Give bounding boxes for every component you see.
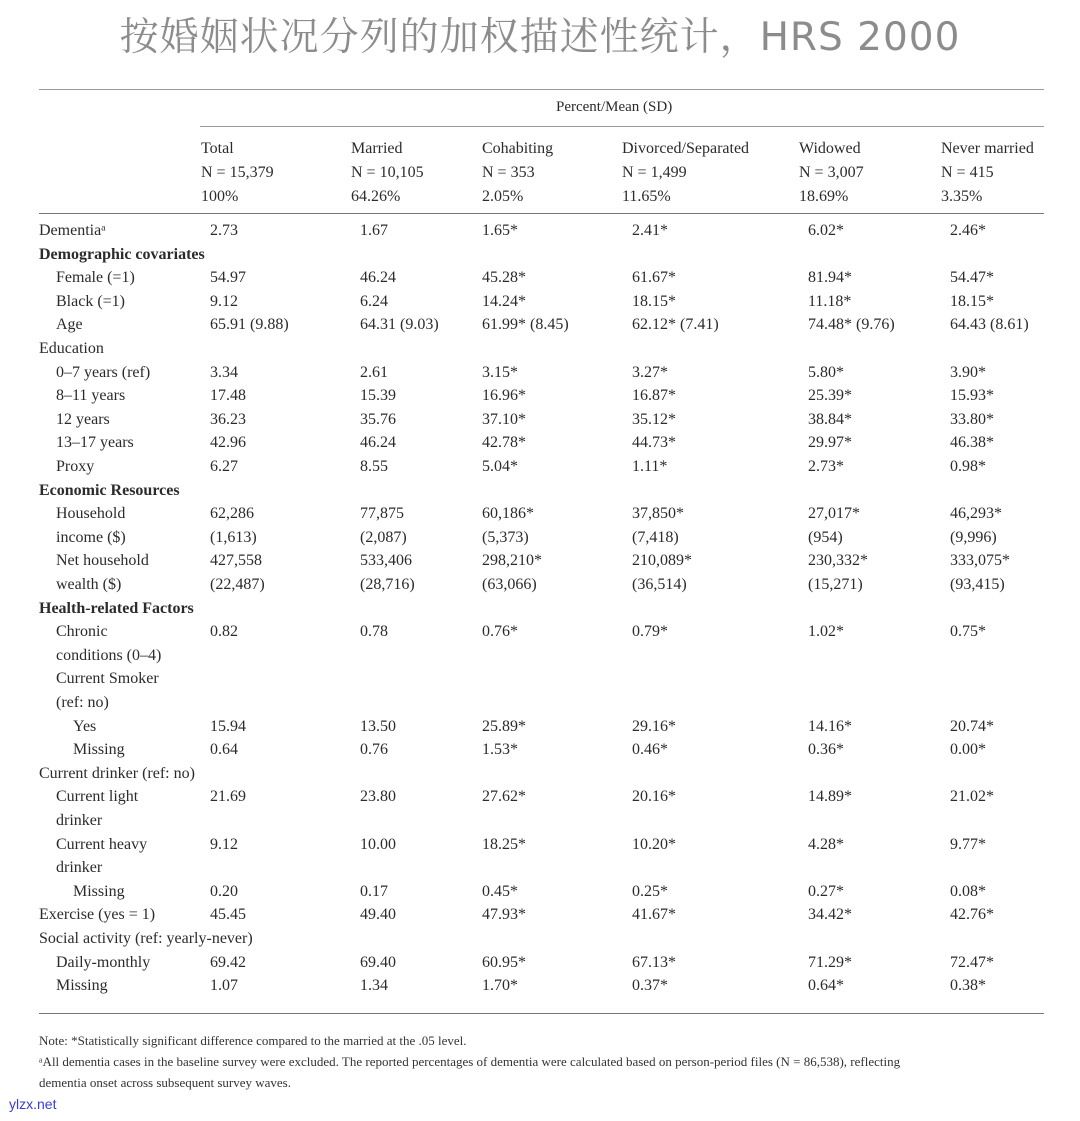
table-row bbox=[0, 906, 1010, 930]
table-cell: (5,373) bbox=[482, 529, 529, 546]
table-row bbox=[0, 741, 1010, 765]
row-label: Current heavy bbox=[56, 836, 148, 853]
table-row bbox=[0, 552, 1010, 576]
table-cell: 67.13* bbox=[632, 954, 676, 971]
table-cell: 21.69 bbox=[210, 788, 246, 805]
table-cell: 5.80* bbox=[808, 364, 844, 381]
column-header-name: Married bbox=[351, 140, 403, 157]
row-label: Proxy bbox=[56, 458, 95, 475]
table-note bbox=[39, 1030, 900, 1093]
table-cell: 69.40 bbox=[360, 954, 396, 971]
table-cell: 64.43 (8.61) bbox=[950, 316, 1029, 333]
table-row bbox=[0, 411, 1010, 435]
row-label: conditions (0–4) bbox=[56, 647, 162, 664]
table-cell: 2.61 bbox=[360, 364, 388, 381]
column-header bbox=[622, 137, 749, 209]
column-header-pct: 18.69% bbox=[799, 188, 849, 205]
table-row bbox=[0, 222, 1010, 246]
table-bottom-rule bbox=[39, 1013, 1044, 1014]
table-row bbox=[0, 340, 1010, 364]
row-label: 12 years bbox=[56, 411, 110, 428]
table-cell: 0.45* bbox=[482, 883, 518, 900]
table-cell: 60,186* bbox=[482, 505, 534, 522]
table-cell: 72.47* bbox=[950, 954, 994, 971]
spanner-rule bbox=[200, 126, 1044, 127]
table-cell: (63,066) bbox=[482, 576, 537, 593]
table-cell: 6.27 bbox=[210, 458, 238, 475]
row-label: Black (=1) bbox=[56, 293, 125, 310]
row-label: 13–17 years bbox=[56, 434, 134, 451]
table-cell: 81.94* bbox=[808, 269, 852, 286]
table-cell: 46.24 bbox=[360, 269, 396, 286]
spanner-header: Percent/Mean (SD) bbox=[556, 99, 673, 115]
table-cell: (2,087) bbox=[360, 529, 407, 546]
table-cell: 0.36* bbox=[808, 741, 844, 758]
table-cell: 65.91 (9.88) bbox=[210, 316, 289, 333]
table-cell: 37,850* bbox=[632, 505, 684, 522]
table-cell: 1.02* bbox=[808, 623, 844, 640]
row-label: Economic Resources bbox=[39, 482, 180, 499]
column-header-n: N = 15,379 bbox=[201, 164, 274, 181]
table-cell: 0.98* bbox=[950, 458, 986, 475]
table-row bbox=[0, 623, 1010, 647]
column-header bbox=[351, 137, 424, 209]
table-cell: 3.90* bbox=[950, 364, 986, 381]
table-row bbox=[0, 600, 1010, 624]
row-label: Current Smoker bbox=[56, 670, 159, 687]
table-cell: 20.74* bbox=[950, 718, 994, 735]
table-cell: (954) bbox=[808, 529, 843, 546]
table-cell: 18.15* bbox=[632, 293, 676, 310]
table-cell: 74.48* (9.76) bbox=[808, 316, 895, 333]
column-header-name: Total bbox=[201, 140, 234, 157]
table-cell: 2.46* bbox=[950, 222, 986, 239]
row-label: Social activity (ref: yearly-never) bbox=[39, 930, 253, 947]
table-row bbox=[0, 954, 1010, 978]
column-header-n: N = 1,499 bbox=[622, 164, 687, 181]
table-cell: 1.07 bbox=[210, 977, 238, 994]
table-cell: 4.28* bbox=[808, 836, 844, 853]
table-cell: 21.02* bbox=[950, 788, 994, 805]
table-row bbox=[0, 765, 1010, 789]
table-row bbox=[0, 812, 1010, 836]
table-cell: 54.47* bbox=[950, 269, 994, 286]
page-title: 按婚姻状况分列的加权描述性统计，HRS 2000 bbox=[119, 15, 961, 60]
table-cell: 27.62* bbox=[482, 788, 526, 805]
table-cell: 29.97* bbox=[808, 434, 852, 451]
table-cell: 0.64 bbox=[210, 741, 238, 758]
table-cell: 37.10* bbox=[482, 411, 526, 428]
table-cell: 3.15* bbox=[482, 364, 518, 381]
note-line-3: dementia onset across subsequent survey waves. bbox=[39, 1075, 291, 1090]
table-cell: 15.39 bbox=[360, 387, 396, 404]
table-cell: 2.41* bbox=[632, 222, 668, 239]
table-row bbox=[0, 694, 1010, 718]
table-cell: 46.24 bbox=[360, 434, 396, 451]
table-cell: 6.02* bbox=[808, 222, 844, 239]
table-cell: 46,293* bbox=[950, 505, 1002, 522]
column-header-name: Cohabiting bbox=[482, 140, 554, 157]
row-label: wealth ($) bbox=[56, 576, 122, 593]
table-cell: 42.78* bbox=[482, 434, 526, 451]
row-label: Demographic covariates bbox=[39, 246, 205, 263]
table-cell: 71.29* bbox=[808, 954, 852, 971]
row-label: Chronic bbox=[56, 623, 108, 640]
table-cell: 14.16* bbox=[808, 718, 852, 735]
column-header-n: N = 415 bbox=[941, 164, 994, 181]
column-header-n: N = 3,007 bbox=[799, 164, 864, 181]
column-header-pct: 11.65% bbox=[622, 188, 671, 205]
table-cell: 64.31 (9.03) bbox=[360, 316, 439, 333]
table-cell: 0.17 bbox=[360, 883, 388, 900]
table-cell: 0.76* bbox=[482, 623, 518, 640]
table-cell: 10.00 bbox=[360, 836, 396, 853]
row-label: Missing bbox=[56, 977, 108, 994]
table-row bbox=[0, 246, 1010, 270]
table-cell: 1.34 bbox=[360, 977, 388, 994]
table-cell: 9.77* bbox=[950, 836, 986, 853]
table-cell: 6.24 bbox=[360, 293, 388, 310]
table-cell: 15.93* bbox=[950, 387, 994, 404]
table-cell: 0.76 bbox=[360, 741, 388, 758]
row-label: Missing bbox=[73, 741, 125, 758]
table-cell: 9.12 bbox=[210, 836, 238, 853]
table-row bbox=[0, 977, 1010, 1001]
table-cell: 16.96* bbox=[482, 387, 526, 404]
table-cell: 62.12* (7.41) bbox=[632, 316, 719, 333]
note-line-1: Note: *Statistically significant difference compared to the married at the .05 level. bbox=[39, 1033, 467, 1048]
table-cell: 33.80* bbox=[950, 411, 994, 428]
table-cell: 27,017* bbox=[808, 505, 860, 522]
table-row bbox=[0, 505, 1010, 529]
table-row bbox=[0, 364, 1010, 388]
table-cell: 29.16* bbox=[632, 718, 676, 735]
table-cell: (9,996) bbox=[950, 529, 997, 546]
column-header-pct: 64.26% bbox=[351, 188, 401, 205]
table-row bbox=[0, 788, 1010, 812]
table-cell: 14.24* bbox=[482, 293, 526, 310]
table-cell: 3.27* bbox=[632, 364, 668, 381]
table-cell: 1.53* bbox=[482, 741, 518, 758]
table-row bbox=[0, 529, 1010, 553]
table-cell: 62,286 bbox=[210, 505, 254, 522]
table-cell: 36.23 bbox=[210, 411, 246, 428]
row-label: Education bbox=[39, 340, 104, 357]
table-cell: (15,271) bbox=[808, 576, 863, 593]
column-header-name: Divorced/Separated bbox=[622, 140, 750, 157]
row-label: Household bbox=[56, 505, 126, 522]
table-cell: 10.20* bbox=[632, 836, 676, 853]
table-cell: 18.15* bbox=[950, 293, 994, 310]
table-row bbox=[0, 930, 1010, 954]
column-header-name: Widowed bbox=[799, 140, 861, 157]
table-cell: 17.48 bbox=[210, 387, 246, 404]
table-cell: 1.11* bbox=[632, 458, 668, 475]
row-label: Age bbox=[56, 316, 83, 333]
row-label: Health-related Factors bbox=[39, 600, 194, 617]
table-row bbox=[0, 293, 1010, 317]
row-label: drinker bbox=[56, 812, 103, 829]
row-label: Exercise (yes = 1) bbox=[39, 906, 156, 923]
table-cell: (22,487) bbox=[210, 576, 265, 593]
table-cell: 9.12 bbox=[210, 293, 238, 310]
table-row bbox=[0, 883, 1010, 907]
table-cell: (28,716) bbox=[360, 576, 415, 593]
row-label: Current drinker (ref: no) bbox=[39, 765, 195, 782]
table-cell: 0.38* bbox=[950, 977, 986, 994]
table-cell: 38.84* bbox=[808, 411, 852, 428]
table-cell: 35.12* bbox=[632, 411, 676, 428]
table-cell: (36,514) bbox=[632, 576, 687, 593]
table-row bbox=[0, 434, 1010, 458]
table-row bbox=[0, 859, 1010, 883]
column-header-n: N = 10,105 bbox=[351, 164, 424, 181]
table-cell: 61.67* bbox=[632, 269, 676, 286]
column-header bbox=[482, 137, 553, 209]
table-cell: 0.64* bbox=[808, 977, 844, 994]
column-header-n: N = 353 bbox=[482, 164, 535, 181]
table-cell: 2.73* bbox=[808, 458, 844, 475]
column-header bbox=[941, 137, 1034, 209]
row-label: Daily-monthly bbox=[56, 954, 151, 971]
table-row bbox=[0, 670, 1010, 694]
table-cell: 0.78 bbox=[360, 623, 388, 640]
table-cell: 0.79* bbox=[632, 623, 668, 640]
table-cell: 14.89* bbox=[808, 788, 852, 805]
table-row bbox=[0, 458, 1010, 482]
table-cell: 16.87* bbox=[632, 387, 676, 404]
table-cell: 13.50 bbox=[360, 718, 396, 735]
row-label: (ref: no) bbox=[56, 694, 109, 711]
note-line-2: ᵃAll dementia cases in the baseline survey were excluded. The reported percentages of dementia were calculated based on person-period files (N = 86,538), reflecting bbox=[39, 1054, 901, 1069]
table-cell: 23.80 bbox=[360, 788, 396, 805]
table-cell: 0.25* bbox=[632, 883, 668, 900]
row-label: Net household bbox=[56, 552, 149, 569]
table-cell: 533,406 bbox=[360, 552, 412, 569]
table-cell: 41.67* bbox=[632, 906, 676, 923]
table-cell: 0.37* bbox=[632, 977, 668, 994]
row-label: 0–7 years (ref) bbox=[56, 364, 151, 381]
table-row bbox=[0, 269, 1010, 293]
table-cell: 44.73* bbox=[632, 434, 676, 451]
header-bottom-rule bbox=[39, 213, 1044, 214]
column-header bbox=[201, 137, 274, 209]
table-cell: 77,875 bbox=[360, 505, 404, 522]
table-row bbox=[0, 836, 1010, 860]
table-cell: 5.04* bbox=[482, 458, 518, 475]
table-cell: 0.08* bbox=[950, 883, 986, 900]
table-cell: 69.42 bbox=[210, 954, 246, 971]
row-label: Yes bbox=[73, 718, 97, 735]
table-cell: 46.38* bbox=[950, 434, 994, 451]
table-top-rule bbox=[39, 89, 1044, 90]
table-cell: (7,418) bbox=[632, 529, 679, 546]
row-label: Missing bbox=[73, 883, 125, 900]
watermark: ylzx.net bbox=[9, 1096, 57, 1112]
table-row bbox=[0, 576, 1010, 600]
table-cell: 42.96 bbox=[210, 434, 246, 451]
table-cell: 47.93* bbox=[482, 906, 526, 923]
table-cell: 45.45 bbox=[210, 906, 246, 923]
table-cell: 45.28* bbox=[482, 269, 526, 286]
table-cell: 18.25* bbox=[482, 836, 526, 853]
table-cell: 427,558 bbox=[210, 552, 262, 569]
table-cell: 210,089* bbox=[632, 552, 692, 569]
table-cell: 1.65* bbox=[482, 222, 518, 239]
table-cell: (93,415) bbox=[950, 576, 1005, 593]
table-cell: 298,210* bbox=[482, 552, 542, 569]
table-cell: 25.39* bbox=[808, 387, 852, 404]
table-cell: 11.18* bbox=[808, 293, 852, 310]
table-cell: 1.67 bbox=[360, 222, 388, 239]
table-cell: 230,332* bbox=[808, 552, 868, 569]
table-cell: (1,613) bbox=[210, 529, 257, 546]
table-row bbox=[0, 316, 1029, 340]
table-cell: 3.34 bbox=[210, 364, 238, 381]
table-cell: 42.76* bbox=[950, 906, 994, 923]
table-cell: 1.70* bbox=[482, 977, 518, 994]
table-cell: 61.99* (8.45) bbox=[482, 316, 569, 333]
column-header-pct: 100% bbox=[201, 188, 239, 205]
table-row bbox=[0, 718, 1010, 742]
column-header-name: Never married bbox=[941, 140, 1034, 157]
table-cell: 60.95* bbox=[482, 954, 526, 971]
table-cell: 20.16* bbox=[632, 788, 676, 805]
table-cell: 0.82 bbox=[210, 623, 238, 640]
table-cell: 0.20 bbox=[210, 883, 238, 900]
row-label: Dementiaᵃ bbox=[39, 222, 106, 239]
table-cell: 2.73 bbox=[210, 222, 238, 239]
table-cell: 0.75* bbox=[950, 623, 986, 640]
table-cell: 0.00* bbox=[950, 741, 986, 758]
table-cell: 15.94 bbox=[210, 718, 246, 735]
table-cell: 49.40 bbox=[360, 906, 396, 923]
column-header bbox=[799, 137, 864, 209]
table-cell: 333,075* bbox=[950, 552, 1010, 569]
row-label: income ($) bbox=[56, 529, 126, 546]
row-label: Current light bbox=[56, 788, 139, 805]
row-label: 8–11 years bbox=[56, 387, 126, 404]
table-cell: 54.97 bbox=[210, 269, 246, 286]
table-row bbox=[0, 387, 1010, 411]
table-cell: 0.27* bbox=[808, 883, 844, 900]
row-label: drinker bbox=[56, 859, 103, 876]
table-row bbox=[0, 482, 1010, 506]
table-cell: 25.89* bbox=[482, 718, 526, 735]
table-cell: 8.55 bbox=[360, 458, 388, 475]
column-header-pct: 3.35% bbox=[941, 188, 983, 205]
table-cell: 35.76 bbox=[360, 411, 396, 428]
table-cell: 0.46* bbox=[632, 741, 668, 758]
table-row bbox=[0, 647, 1010, 671]
row-label: Female (=1) bbox=[56, 269, 135, 286]
table-cell: 34.42* bbox=[808, 906, 852, 923]
column-header-pct: 2.05% bbox=[482, 188, 524, 205]
